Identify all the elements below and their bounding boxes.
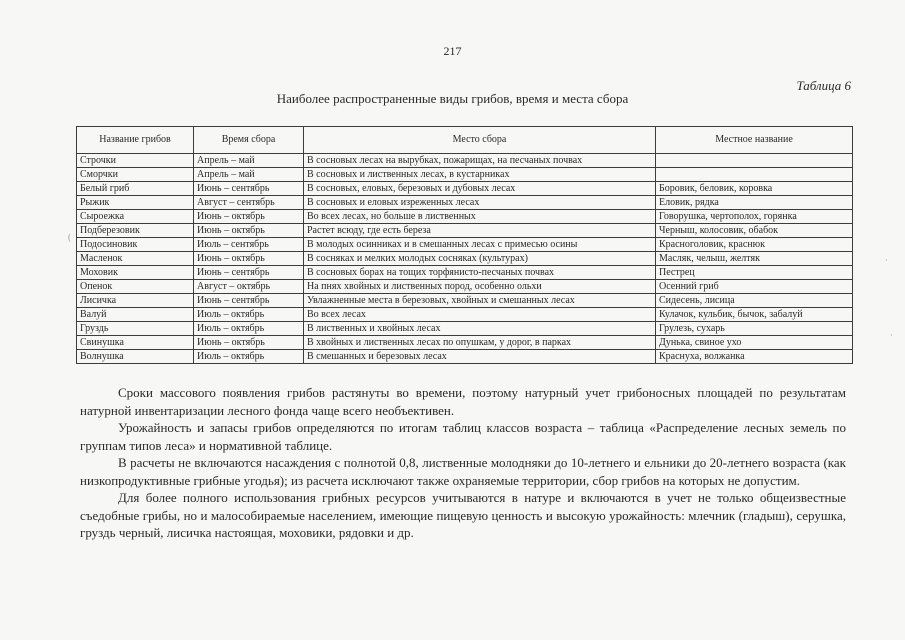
table-cell: Июнь – октябрь: [194, 336, 304, 350]
table-cell: Июль – сентябрь: [194, 238, 304, 252]
table-cell: Лисичка: [77, 294, 194, 308]
page-title: Наиболее распространенные виды грибов, время и места сбора: [276, 91, 629, 106]
table-cell: Июнь – сентябрь: [194, 266, 304, 280]
page-number: 217: [443, 44, 462, 58]
table-row: [77, 350, 853, 364]
table-cell: В смешанных и березовых лесах: [304, 350, 656, 364]
scan-speck: ·: [885, 255, 888, 265]
header-cell: Время сбора: [194, 127, 304, 154]
table-cell: Во всех лесах, но больше в лиственных: [304, 210, 656, 224]
table-cell: Масленок: [77, 252, 194, 266]
table-row: [77, 182, 853, 196]
table-cell: Во всех лесах: [304, 308, 656, 322]
table-header: [77, 127, 853, 154]
table-cell: В молодых осинниках и в смешанных лесах с примесью осины: [304, 238, 656, 252]
scan-speck: (: [68, 232, 71, 242]
table-cell: [656, 154, 853, 168]
body-text: [80, 384, 846, 542]
table-cell: Груздь: [77, 322, 194, 336]
table-body: [77, 154, 853, 364]
table-cell: Июнь – октябрь: [194, 210, 304, 224]
table-cell: Дунька, свиное ухо: [656, 336, 853, 350]
table-cell: Грулезь, сухарь: [656, 322, 853, 336]
table-cell: Боровик, беловик, коровка: [656, 182, 853, 196]
table-cell: Осенний гриб: [656, 280, 853, 294]
table-cell: Опенок: [77, 280, 194, 294]
table-cell: Июль – октябрь: [194, 322, 304, 336]
table-cell: Моховик: [77, 266, 194, 280]
table-row: [77, 210, 853, 224]
table-cell: Увлажненные места в березовых, хвойных и смешанных лесах: [304, 294, 656, 308]
table-cell: Строчки: [77, 154, 194, 168]
table-cell: Пестрец: [656, 266, 853, 280]
header-cell: Местное название: [656, 127, 853, 154]
mushroom-table: [76, 126, 853, 364]
paragraph: Для более полного использования грибных ресурсов учитываются в натуре и включаются в учет не только общеизвестные съедобные грибы, но и малособираемые населением, имеющие пищевую ценность и высокую урожайность: млечник (гладыш), серушка, груздь черный, лисичка настоящая, моховики, рядовки и др.: [80, 490, 846, 540]
table-cell: Красноголовик, краснюк: [656, 238, 853, 252]
table-cell: В хвойных и лиственных лесах по опушкам, у дорог, в парках: [304, 336, 656, 350]
table-cell: В лиственных и хвойных лесах: [304, 322, 656, 336]
table-cell: Черныш, колосовик, обабок: [656, 224, 853, 238]
table-cell: Волнушка: [77, 350, 194, 364]
table-cell: Июнь – сентябрь: [194, 182, 304, 196]
table-cell: В сосновых и еловых изреженных лесах: [304, 196, 656, 210]
table-cell: Август – сентябрь: [194, 196, 304, 210]
table-row: [77, 252, 853, 266]
table-cell: [656, 168, 853, 182]
paragraph: Урожайность и запасы грибов определяются по итогам таблиц классов возраста – таблица «Распределение лесных земель по группам типов леса» и нормативной таблице.: [80, 420, 846, 453]
table-cell: Валуй: [77, 308, 194, 322]
table-cell: Июнь – октябрь: [194, 224, 304, 238]
table-cell: В сосновых и лиственных лесах, в кустарниках: [304, 168, 656, 182]
table-cell: Сидесень, лисица: [656, 294, 853, 308]
table-cell: В сосновых борах на тощих торфянисто-песчаных почвах: [304, 266, 656, 280]
header-row: [77, 127, 853, 154]
table-cell: В сосняках и мелких молодых сосняках (культурах): [304, 252, 656, 266]
table-cell: Сыроежка: [77, 210, 194, 224]
header-cell: Название грибов: [77, 127, 194, 154]
table-cell: Июнь – сентябрь: [194, 294, 304, 308]
table-row: [77, 280, 853, 294]
table-row: [77, 266, 853, 280]
table-row: [77, 154, 853, 168]
table-cell: Апрель – май: [194, 154, 304, 168]
table-row: [77, 196, 853, 210]
table-row: [77, 294, 853, 308]
table-label: Таблица 6: [796, 78, 851, 93]
table-row: [77, 224, 853, 238]
table-cell: Подберезовик: [77, 224, 194, 238]
table-cell: Август – октябрь: [194, 280, 304, 294]
table-cell: Рыжик: [77, 196, 194, 210]
table-cell: Растет всюду, где есть береза: [304, 224, 656, 238]
table-row: [77, 168, 853, 182]
table-row: [77, 322, 853, 336]
table-cell: Масляк, челыш, желтяк: [656, 252, 853, 266]
table-cell: Июль – октябрь: [194, 350, 304, 364]
table-cell: На пнях хвойных и лиственных пород, особенно ольхи: [304, 280, 656, 294]
header-cell: Место сбора: [304, 127, 656, 154]
table-row: [77, 336, 853, 350]
table-cell: Свинушка: [77, 336, 194, 350]
table-cell: Белый гриб: [77, 182, 194, 196]
table-row: [77, 238, 853, 252]
table-cell: Июнь – октябрь: [194, 252, 304, 266]
table-row: [77, 308, 853, 322]
table-cell: Еловик, рядка: [656, 196, 853, 210]
table-cell: Июль – октябрь: [194, 308, 304, 322]
table-cell: Краснуха, волжанка: [656, 350, 853, 364]
table-cell: В сосновых, еловых, березовых и дубовых лесах: [304, 182, 656, 196]
table-cell: Говорушка, чертополох, горянка: [656, 210, 853, 224]
table-cell: Апрель – май: [194, 168, 304, 182]
table-cell: Кулачок, кульбик, бычок, забалуй: [656, 308, 853, 322]
table-cell: В сосновых лесах на вырубках, пожарищах, на песчаных почвах: [304, 154, 656, 168]
scan-speck: ·: [890, 330, 893, 340]
table-cell: Подосиновик: [77, 238, 194, 252]
paragraph: Сроки массового появления грибов растянуты во времени, поэтому натурный учет грибоносных площадей по результатам натурной инвентаризации лесного фонда чаще всего необъективен.: [80, 385, 846, 418]
paragraph: В расчеты не включаются насаждения с полнотой 0,8, лиственные молодняки до 10-летнего и ельники до 20-летнего возраста (как низкопродуктивные грибные угодья); из расчета исключают также охраняемые территории, сбор грибов на которых не допустим.: [80, 455, 846, 488]
table-cell: Сморчки: [77, 168, 194, 182]
